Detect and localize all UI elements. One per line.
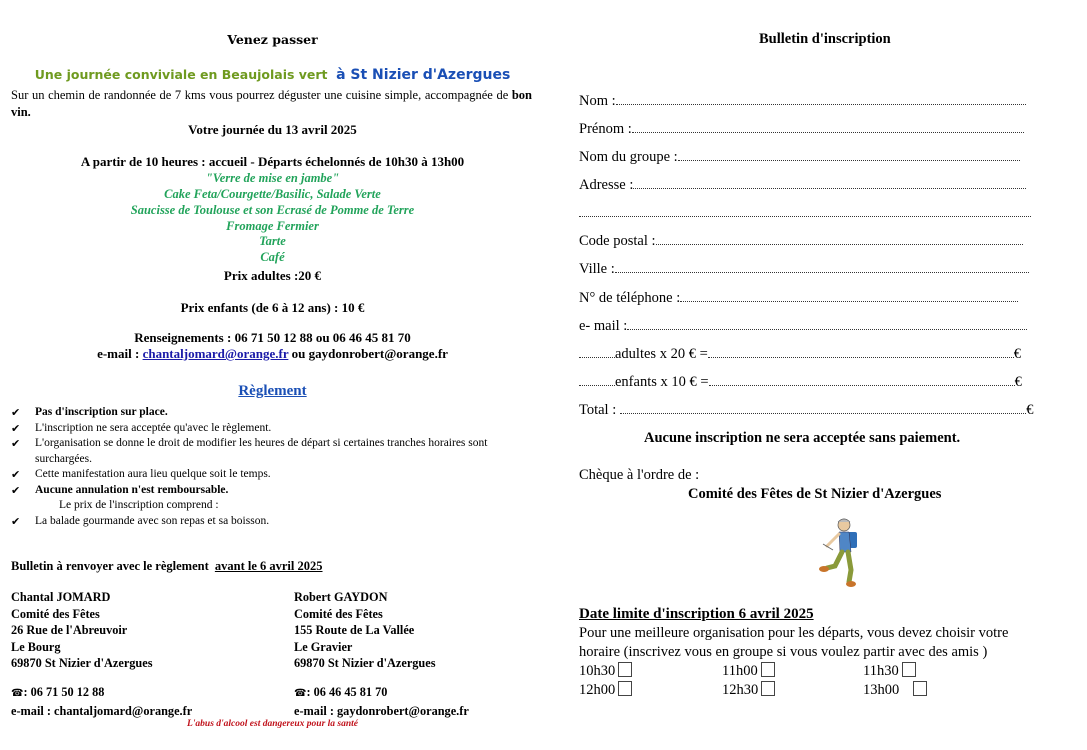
field-adresse[interactable]: Adresse : [579, 177, 1026, 194]
rule-item: ✔ Pas d'inscription sur place. [11, 406, 168, 419]
checkbox[interactable] [913, 681, 927, 696]
phone-icon: ☎ [11, 688, 24, 699]
contact-org: Comité des Fêtes [11, 606, 100, 621]
return-instructions [11, 559, 323, 574]
price-adults: Prix adultes :20 € [223, 268, 322, 283]
field-nom[interactable]: Nom : [579, 93, 1026, 110]
contact-name: Chantal JOMARD [11, 590, 111, 604]
field-ville[interactable]: Ville : [579, 261, 1029, 278]
field-adresse-2[interactable] [579, 205, 1031, 222]
event-schedule: A partir de 10 heures : accueil - Départs échelonnés de 10h30 à 13h00 [80, 154, 465, 169]
cheque-payee: Comité des Fêtes de St Nizier d'Azergues [688, 486, 942, 502]
instructions-line-2: horaire (inscrivez vous en groupe si vous voulez partir avec des amis ) [579, 644, 988, 660]
rule-item: ✔ Aucune annulation n'est remboursable. [11, 483, 229, 497]
info-phones: Renseignements : 06 71 50 12 88 ou 06 46 45 81 70 [134, 330, 411, 345]
checkbox[interactable] [761, 662, 775, 677]
phone-icon: ☎ [294, 688, 307, 699]
field-children[interactable]: enfants x 10 € = € [579, 374, 1022, 391]
check-icon: ✔ [11, 468, 21, 481]
price-children: Prix enfants (de 6 à 12 ans) : 10 € [180, 300, 365, 315]
rule-item: ✔ Cette manifestation aura lieu quelque soit le temps. [11, 468, 271, 481]
slot-option[interactable]: 10h30 [579, 662, 632, 680]
contact-robert [294, 589, 436, 672]
headline-blue: à St Nizier d'Azergues [336, 67, 511, 83]
contact-name: Robert GAYDON [294, 590, 388, 604]
intro-text: Sur un chemin de randonnée de 7 kms vous pourrez déguster une cuisine simple, accompagnée de [11, 88, 509, 102]
event-date: Votre journée du 13 avril 2025 [188, 122, 357, 137]
contact-email-chantal: e-mail : chantaljomard@orange.fr [11, 704, 193, 718]
menu-item: Fromage Fermier [226, 219, 319, 233]
field-email[interactable]: e- mail : [579, 318, 1027, 335]
field-groupe[interactable]: Nom du groupe : [579, 149, 1020, 166]
flyer-header: Venez passer [227, 32, 318, 47]
field-adults[interactable]: adultes x 20 € = € [579, 346, 1021, 363]
contact-city: 69870 St Nizier d'Azergues [11, 656, 153, 670]
slot-option[interactable]: 13h00 [863, 681, 927, 699]
deadline: Date limite d'inscription 6 avril 2025 [579, 606, 814, 622]
intro-bold: bon vin. [11, 88, 533, 119]
email-prefix: e-mail : [97, 346, 140, 361]
slot-option[interactable]: 12h00 [579, 681, 632, 699]
menu-item: "Verre de mise en jambe" [205, 171, 340, 185]
check-icon: ✔ [11, 406, 21, 419]
rule-item: Le prix de l'inscription comprend : [59, 499, 219, 511]
rule-item: ✔ La balade gourmande avec son repas et sa boisson. [11, 514, 270, 528]
field-total[interactable]: Total : € [579, 402, 1034, 418]
check-icon: ✔ [11, 421, 21, 435]
hiker-icon [815, 516, 863, 588]
slot-option[interactable]: 11h30 [863, 662, 916, 680]
check-icon: ✔ [11, 437, 21, 450]
contact-email-robert: e-mail : gaydonrobert@orange.fr [294, 704, 469, 718]
contact-org: Comité des Fêtes [294, 606, 383, 621]
info-emails [0, 346, 545, 362]
email-link-chantal[interactable]: chantaljomard@orange.fr [142, 346, 289, 361]
field-prenom[interactable]: Prénom : [579, 121, 1024, 138]
alcohol-warning: L'abus d'alcool est dangereux pour la santé [186, 719, 358, 729]
checkbox[interactable] [618, 662, 632, 677]
contact-chantal [11, 589, 153, 672]
check-icon: ✔ [11, 483, 21, 497]
contact-place: Le Bourg [11, 639, 61, 654]
menu-item: Cake Feta/Courgette/Basilic, Salade Verte [164, 187, 381, 201]
field-telephone[interactable]: N° de téléphone : [579, 290, 1018, 307]
email-robert: gaydonrobert@orange.fr [308, 346, 448, 361]
check-icon: ✔ [11, 514, 21, 528]
field-code-postal[interactable]: Code postal : [579, 233, 1023, 250]
checkbox[interactable] [618, 681, 632, 696]
payment-note: Aucune inscription ne sera acceptée sans paiement. [644, 430, 961, 446]
email-or: ou [291, 346, 306, 361]
contact-place: Le Gravier [294, 639, 353, 654]
form-title: Bulletin d'inscription [759, 31, 891, 47]
rule-item: ✔ L'inscription ne sera acceptée qu'avec le règlement. [11, 421, 272, 435]
contact-phone-robert: ☎: 06 46 45 81 70 [294, 685, 388, 699]
instructions-line-1: Pour une meilleure organisation pour les départs, vous devez choisir votre [579, 625, 1009, 641]
rule-item: ✔ L'organisation se donne le droit de modifier les heures de départ si certaines tranches horaires sont surchargées. [11, 437, 488, 465]
return-text: Bulletin à renvoyer avec le règlement [11, 559, 209, 573]
rules-list [11, 405, 536, 529]
contact-city: 69870 St Nizier d'Azergues [294, 656, 436, 670]
contact-street: 155 Route de La Vallée [294, 623, 415, 637]
checkbox[interactable] [761, 681, 775, 696]
menu-item: Café [260, 250, 285, 264]
contact-street: 26 Rue de l'Abreuvoir [11, 623, 128, 637]
return-date: avant le 6 avril 2025 [214, 559, 323, 573]
slot-option[interactable]: 11h00 [722, 662, 775, 680]
headline-green: Une journée conviviale en Beaujolais vert [34, 67, 328, 82]
menu-item: Saucisse de Toulouse et son Ecrasé de Pomme de Terre [130, 203, 415, 217]
rules-title: Règlement [238, 383, 307, 399]
contact-phone-chantal: ☎: 06 71 50 12 88 [11, 685, 105, 699]
flyer-headline [0, 67, 545, 83]
menu-item: Tarte [259, 234, 286, 248]
checkbox[interactable] [902, 662, 916, 677]
cheque-label: Chèque à l'ordre de : [579, 467, 700, 483]
flyer-intro [11, 87, 532, 121]
slot-option[interactable]: 12h30 [722, 681, 775, 699]
